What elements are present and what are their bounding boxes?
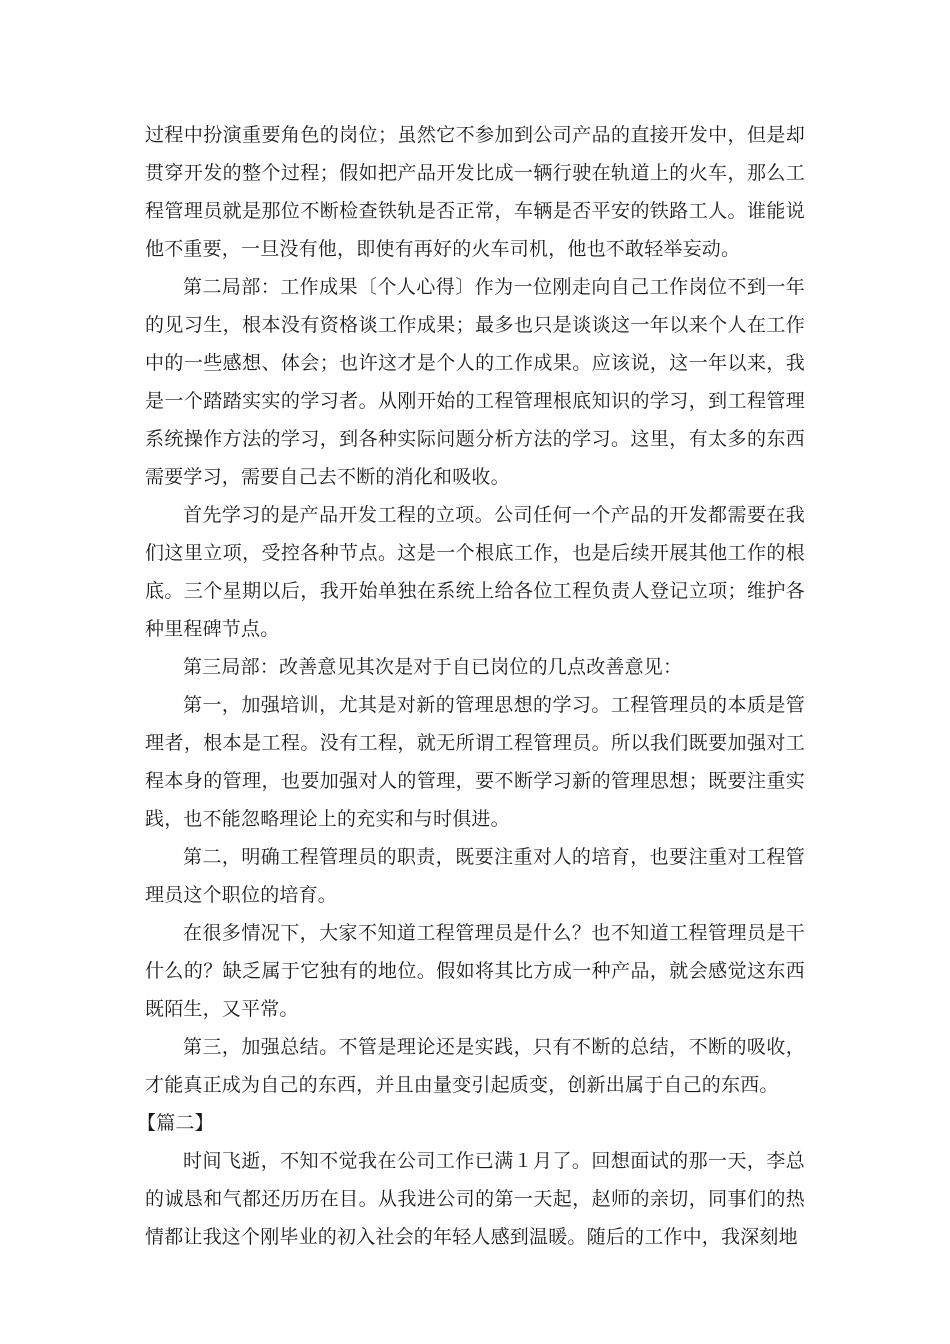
paragraph-project-setup: 首先学习的是产品开发工程的立项。公司任何一个产品的开发都需要在我们这里立项，受控各种节点。这是一个根底工作，也是后续开展其他工作的根底。三个星期以后，我开始单独在系统上给各位工程负责人登记立项；维护各种里程碑节点。 bbox=[145, 504, 805, 640]
document-body bbox=[137, 116, 805, 1256]
paragraph-part-two: 第二局部：工作成果〔个人心得〕作为一位刚走向自己工作岗位不到一年的见习生，根本没有资格谈工作成果；最多也只是谈谈这一年以来个人在工作中的一些感想、体会；也许这才是个人的工作成果。应该说，这一年以来，我是一个踏踏实实的学习者。从刚开始的工程管理根底知识的学习，到工程管理系统操作方法的学习，到各种实际问题分析方法的学习。这里，有太多的东西需要学习，需要自己去不断的消化和吸收。 bbox=[145, 276, 805, 488]
paragraph-part-three: 第三局部：改善意见其次是对于自已岗位的几点改善意见： bbox=[183, 656, 683, 678]
paragraph-third-suggestion: 第三，加强总结。不管是理论还是实践，只有不断的总结，不断的吸收，才能真正成为自己的东西，并且由量变引起质变，创新出属于自己的东西。 bbox=[145, 1036, 805, 1096]
paragraph-continuation: 过程中扮演重要角色的岗位；虽然它不参加到公司产品的直接开发中，但是却贯穿开发的整个过程；假如把产品开发比成一辆行驶在轨道上的火车，那么工程管理员就是那位不断检查铁轨是否正常，车辆是否平安的铁路工人。谁能说他不重要，一旦没有他，即使有再好的火车司机，他也不敢轻举妄动。 bbox=[145, 124, 805, 260]
paragraph-role-recognition: 在很多情况下，大家不知道工程管理员是什么？也不知道工程管理员是干什么的？缺乏属于它独有的地位。假如将其比方成一种产品，就会感觉这东西既陌生，又平常。 bbox=[145, 922, 805, 1020]
paragraph-second-suggestion: 第二，明确工程管理员的职责，既要注重对人的培育，也要注重对工程管理员这个职位的培育。 bbox=[145, 846, 805, 906]
paragraph-section-two-intro: 时间飞逝，不知不觉我在公司工作已满１月了。回想面试的那一天，李总的诚恳和气都还历历在目。从我进公司的第一天起，赵师的亲切，同事们的热情都让我这个刚毕业的初入社会的年轻人感到温暖。随后的工作中，我深刻地 bbox=[145, 1150, 805, 1248]
section-heading: 【篇二】 bbox=[137, 1112, 214, 1134]
paragraph-first-suggestion: 第一，加强培训，尤其是对新的管理思想的学习。工程管理员的本质是管理者，根本是工程。没有工程，就无所谓工程管理员。所以我们既要加强对工程本身的管理，也要加强对人的管理，要不断学习新的管理思想；既要注重实践，也不能忽略理论上的充实和与时俱进。 bbox=[145, 694, 805, 830]
